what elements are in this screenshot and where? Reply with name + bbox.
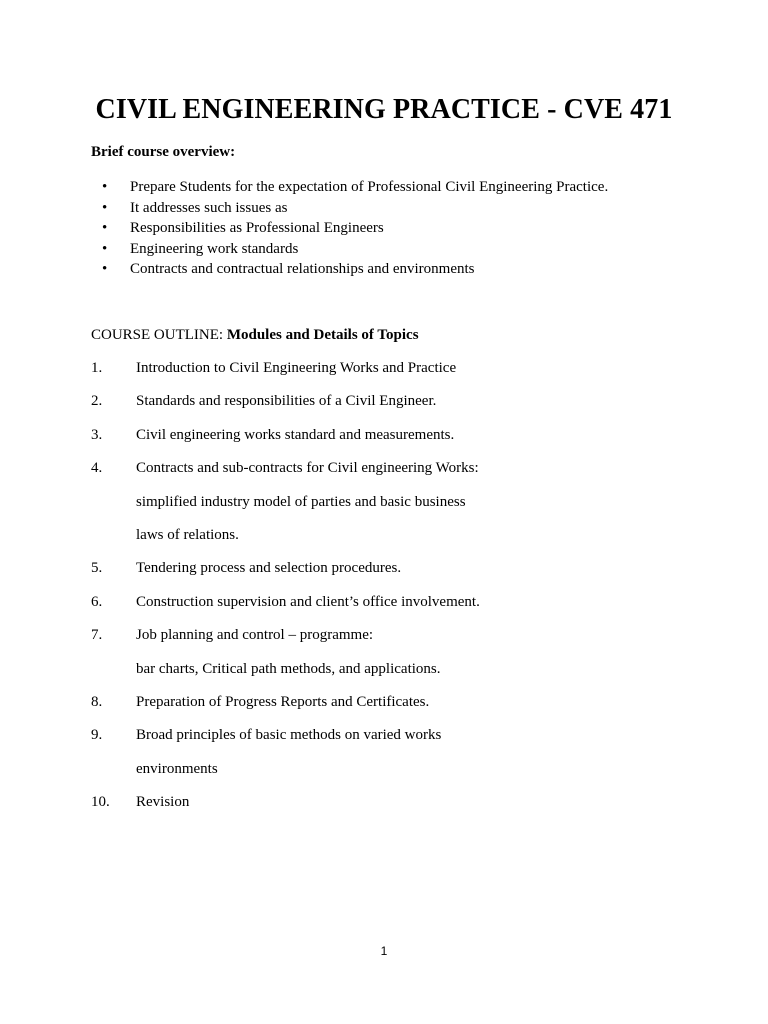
outline-row	[91, 625, 711, 658]
outline-text: Preparation of Progress Reports and Certificates.	[136, 693, 430, 710]
outline-row	[91, 725, 711, 758]
outline-text: simplified industry model of parties and basic business	[136, 493, 466, 510]
outline-text: Broad principles of basic methods on varied works	[136, 727, 442, 744]
outline-text: laws of relations.	[136, 526, 239, 543]
outline-text: Tendering process and selection procedures.	[136, 560, 402, 577]
page-number: 1	[380, 944, 388, 958]
outline-number: 2.	[91, 393, 103, 410]
list-item-text: It addresses such issues as	[130, 199, 288, 216]
page-title: CIVIL ENGINEERING PRACTICE - CVE 471	[95, 94, 673, 125]
overview-heading: Brief course overview:	[91, 144, 236, 160]
outline-row	[91, 792, 711, 825]
outline-row	[91, 659, 711, 692]
outline-number: 10.	[91, 794, 110, 811]
outline-number: 6.	[91, 593, 103, 610]
outline-row	[91, 592, 711, 625]
bullet-icon: •	[102, 261, 108, 277]
bullet-icon: •	[102, 199, 108, 216]
outline-number: 5.	[91, 560, 103, 577]
outline-number: 8.	[91, 693, 103, 710]
bullet-icon: •	[102, 220, 108, 236]
outline-text: Revision	[136, 794, 190, 811]
outline-row	[91, 458, 711, 491]
bullet-icon: •	[102, 179, 108, 195]
outline-text: Construction supervision and client’s office involvement.	[136, 593, 480, 610]
outline-text: Civil engineering works standard and measurements.	[136, 426, 455, 443]
bullet-icon: •	[102, 240, 108, 257]
outline-row	[91, 425, 711, 458]
outline-number: 7.	[91, 627, 103, 644]
outline-row	[91, 558, 711, 591]
outline-number: 9.	[91, 727, 103, 744]
outline-row	[91, 391, 711, 424]
outline-text: Introduction to Civil Engineering Works and Practice	[136, 360, 457, 376]
course-outline-list	[91, 358, 711, 825]
outline-text: Standards and responsibilities of a Civil Engineer.	[136, 393, 437, 410]
outline-text: Contracts and sub-contracts for Civil engineering Works:	[136, 460, 479, 477]
list-item-text: Responsibilities as Professional Engineers	[130, 220, 384, 236]
list-item-text: Engineering work standards	[130, 240, 299, 257]
outline-text: bar charts, Critical path methods, and applications.	[136, 660, 441, 677]
outline-text: Job planning and control – programme:	[136, 627, 374, 644]
outline-row	[91, 492, 711, 525]
outline-row	[91, 759, 711, 792]
outline-row	[91, 358, 711, 391]
list-item-text: Prepare Students for the expectation of Professional Civil Engineering Practice.	[130, 179, 609, 195]
course-outline-label: COURSE OUTLINE:	[91, 327, 227, 343]
list-item-text: Contracts and contractual relationships and environments	[130, 261, 475, 277]
outline-text: environments	[136, 760, 218, 777]
outline-number: 1.	[91, 360, 103, 376]
outline-number: 4.	[91, 460, 103, 477]
outline-number: 3.	[91, 426, 103, 443]
outline-row	[91, 525, 711, 558]
course-outline-heading	[91, 326, 419, 344]
outline-row	[91, 692, 711, 725]
course-outline-subtitle: Modules and Details of Topics	[226, 327, 419, 343]
